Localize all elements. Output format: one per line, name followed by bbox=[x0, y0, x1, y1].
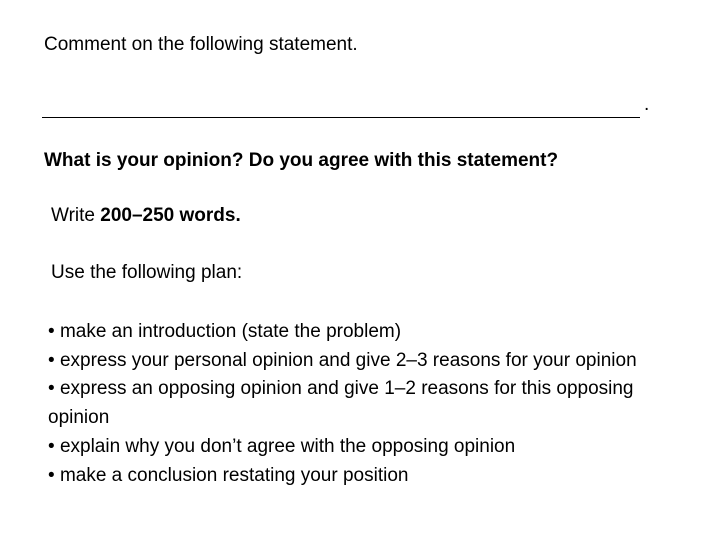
statement-blank-line bbox=[42, 117, 640, 118]
plan-item-text: make a conclusion restating your position bbox=[59, 464, 409, 486]
plan-item-text: express an opposing opinion and give 1–2 reasons for this opposing opinion bbox=[48, 378, 634, 429]
bullet-icon: • bbox=[48, 435, 55, 457]
plan-item bbox=[48, 462, 688, 491]
instruction-heading: Comment on the following statement. bbox=[44, 34, 358, 55]
plan-item bbox=[48, 318, 688, 347]
word-count-range: 200–250 words. bbox=[100, 205, 241, 226]
plan-item bbox=[48, 347, 688, 376]
bullet-icon: • bbox=[48, 321, 55, 342]
word-count-prefix: Write bbox=[51, 205, 101, 226]
bullet-icon: • bbox=[48, 378, 55, 400]
plan-item bbox=[48, 375, 688, 432]
word-count-instruction bbox=[51, 204, 241, 228]
bullet-icon: • bbox=[48, 464, 55, 486]
plan-list bbox=[48, 318, 688, 490]
plan-item bbox=[48, 433, 688, 462]
opinion-question: What is your opinion? Do you agree with this statement? bbox=[44, 150, 559, 171]
bullet-icon: • bbox=[48, 349, 55, 371]
plan-item-text: express your personal opinion and give 2–3 reasons for your opinion bbox=[59, 349, 637, 371]
plan-item-text: make an introduction (state the problem) bbox=[59, 321, 402, 342]
statement-end-period: . bbox=[644, 94, 650, 115]
plan-item-text: explain why you don’t agree with the opposing opinion bbox=[59, 435, 516, 457]
plan-heading: Use the following plan: bbox=[51, 262, 243, 283]
